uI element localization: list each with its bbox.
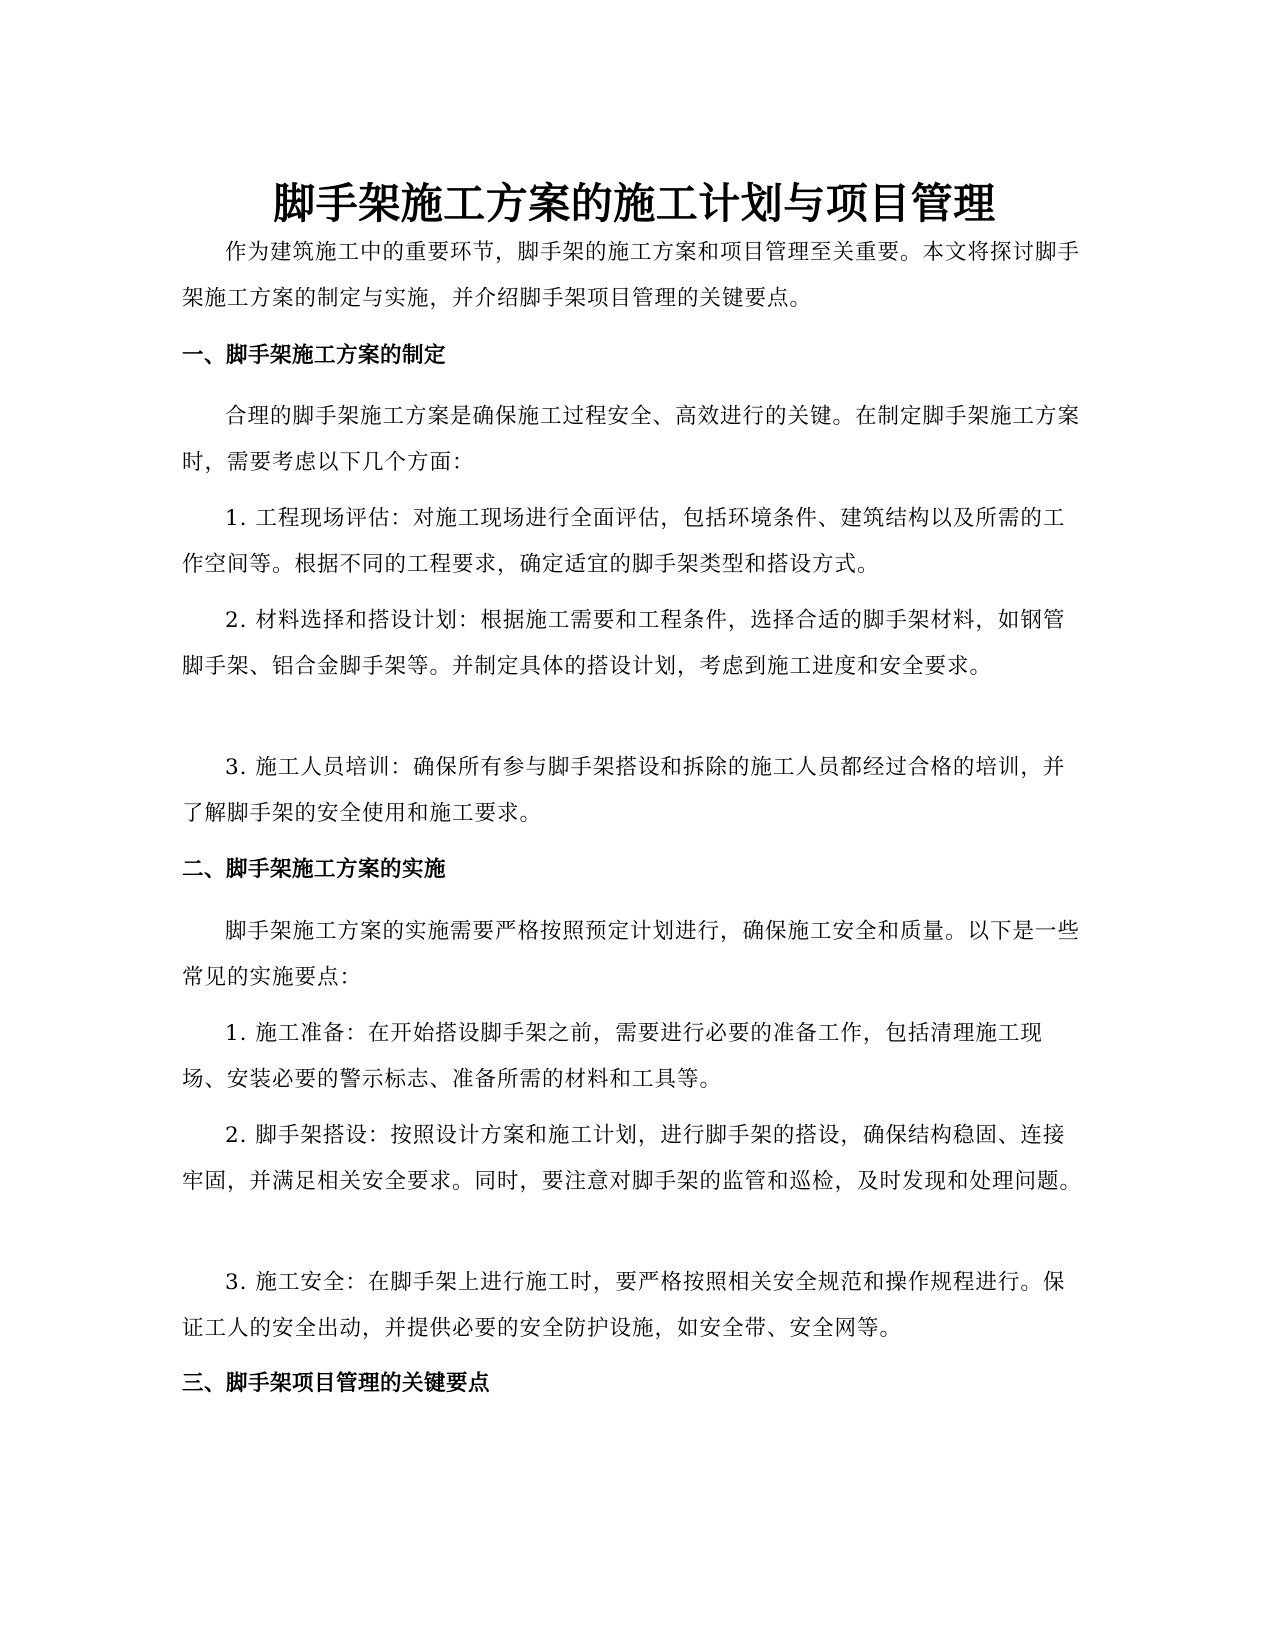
section-2-intro: 脚手架施工方案的实施需要严格按照预定计划进行，确保施工安全和质量。以下是一些常见的实施要点： (182, 919, 1081, 990)
section-1-item-3: 3. 施工人员培训：确保所有参与脚手架搭设和拆除的施工人员都经过合格的培训，并了解脚手架的安全使用和施工要求。 (182, 755, 1066, 826)
section-2-heading: 二、脚手架施工方案的实施 (182, 857, 447, 882)
section-2-item-3: 3. 施工安全：在脚手架上进行施工时，要严格按照相关安全规范和操作规程进行。保证工人的安全出动，并提供必要的安全防护设施，如安全带、安全网等。 (182, 1270, 1066, 1341)
section-2-item-2: 2. 脚手架搭设：按照设计方案和施工计划，进行脚手架的搭设，确保结构稳固、连接牢固，并满足相关安全要求。同时，要注意对脚手架的监管和巡检，及时发现和处理问题。 (182, 1123, 1083, 1194)
document-title: 脚手架施工方案的施工计划与项目管理 (273, 179, 996, 229)
document-page (182, 0, 1087, 1650)
section-1-item-1: 1. 工程现场评估：对施工现场进行全面评估，包括环境条件、建筑结构以及所需的工作空间等。根据不同的工程要求，确定适宜的脚手架类型和搭设方式。 (182, 506, 1066, 577)
section-1-item-2: 2. 材料选择和搭设计划：根据施工需要和工程条件，选择合适的脚手架材料，如钢管脚手架、铝合金脚手架等。并制定具体的搭设计划，考虑到施工进度和安全要求。 (182, 608, 1066, 679)
section-1-intro: 合理的脚手架施工方案是确保施工过程安全、高效进行的关键。在制定脚手架施工方案时，需要考虑以下几个方面： (182, 404, 1081, 475)
section-1-heading: 一、脚手架施工方案的制定 (182, 343, 447, 368)
section-2-item-1: 1. 施工准备：在开始搭设脚手架之前，需要进行必要的准备工作，包括清理施工现场、安装必要的警示标志、准备所需的材料和工具等。 (182, 1021, 1043, 1092)
intro-paragraph: 作为建筑施工中的重要环节，脚手架的施工方案和项目管理至关重要。本文将探讨脚手架施工方案的制定与实施，并介绍脚手架项目管理的关键要点。 (182, 240, 1081, 311)
section-3-heading: 三、脚手架项目管理的关键要点 (182, 1371, 491, 1396)
